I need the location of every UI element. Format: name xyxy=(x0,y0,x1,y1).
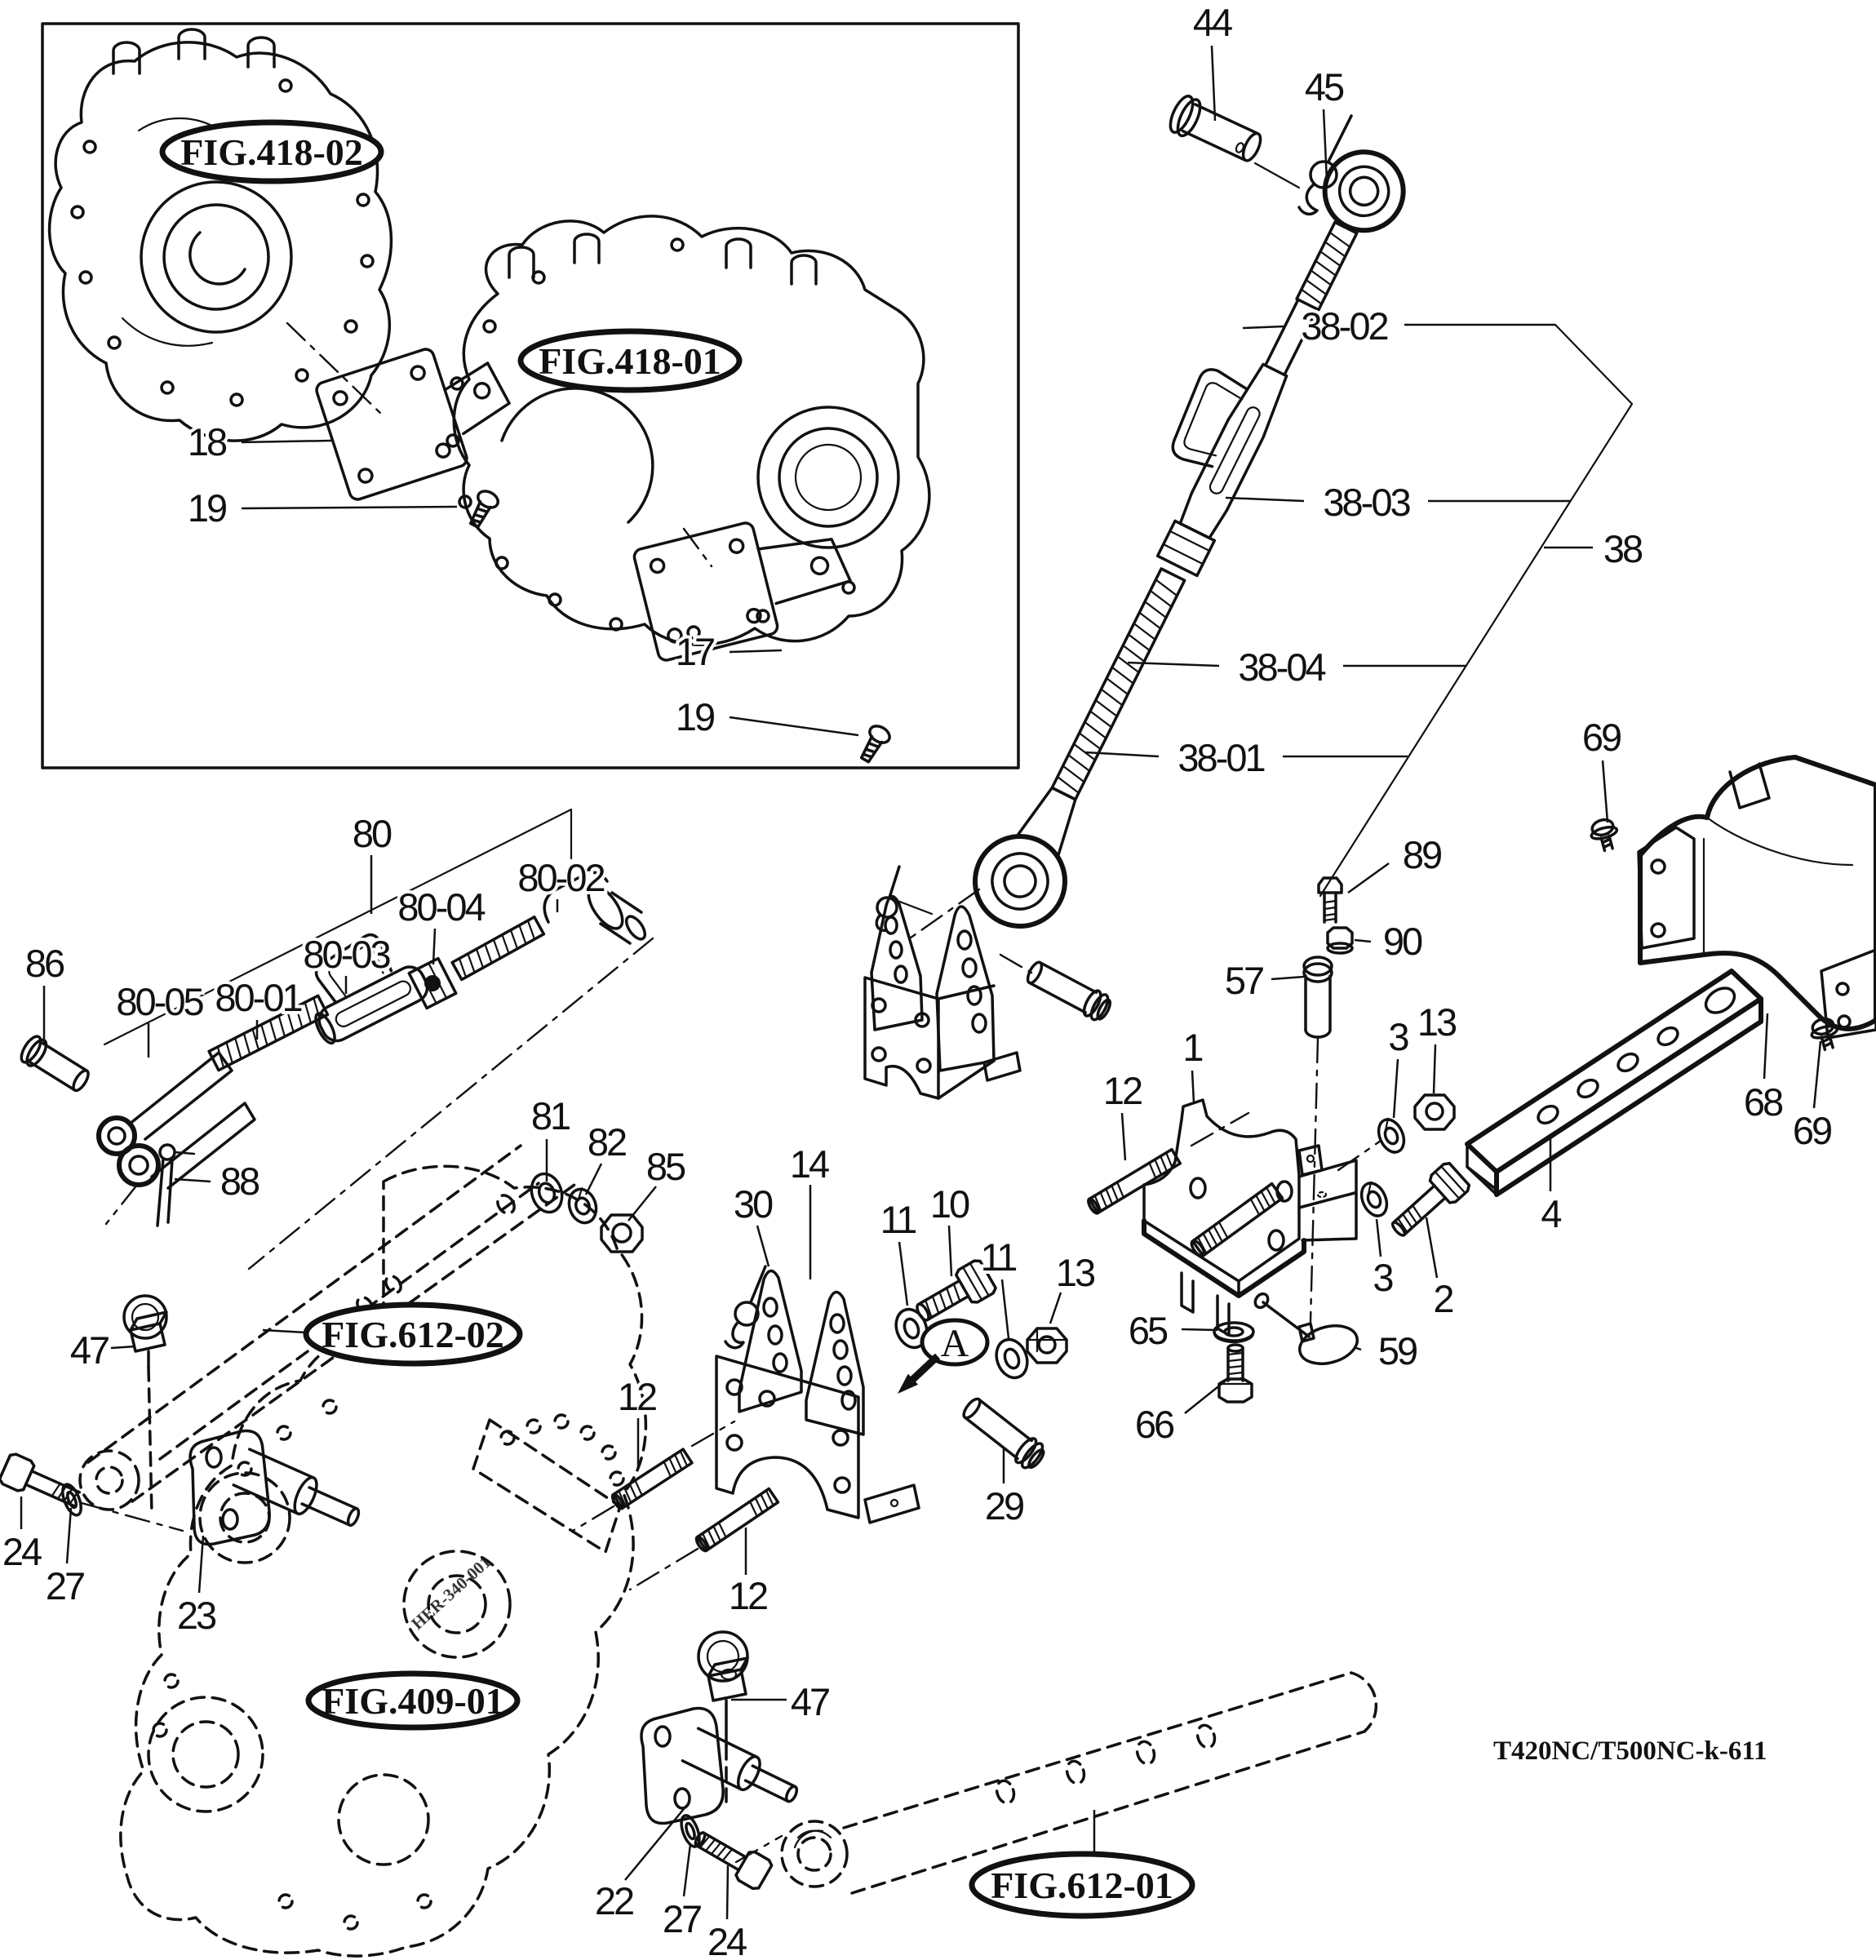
part-label-86-33 xyxy=(25,942,64,1044)
part-label-38-04-9 xyxy=(1128,645,1466,689)
fasteners-near-14 xyxy=(891,1258,1067,1473)
part-number: 27 xyxy=(662,1897,701,1940)
part-number: 2 xyxy=(1433,1277,1452,1320)
part-number: 12 xyxy=(728,1574,767,1617)
part-number: 80-05 xyxy=(116,980,202,1023)
leader-line xyxy=(899,1242,907,1306)
part-label-12-46 xyxy=(618,1375,656,1467)
washer-3b xyxy=(1357,1179,1392,1220)
leader-line xyxy=(1603,760,1608,823)
part-number: 80 xyxy=(352,812,391,855)
part-number: 4 xyxy=(1541,1192,1560,1235)
cover-plate-18 xyxy=(314,330,523,530)
leader-line xyxy=(111,1346,135,1348)
washer-3a xyxy=(1374,1115,1409,1156)
washer-65 xyxy=(1214,1323,1253,1342)
leader-line xyxy=(684,1844,690,1896)
part-number: 3 xyxy=(1388,1015,1408,1058)
part-label-10-41 xyxy=(930,1182,969,1276)
drawbar-4 xyxy=(1467,971,1761,1195)
part-label-30-38 xyxy=(734,1182,773,1266)
part-number: 38-04 xyxy=(1238,645,1324,689)
part-number: 57 xyxy=(1224,959,1263,1002)
leader-line xyxy=(175,1179,211,1182)
part-number: 89 xyxy=(1402,833,1441,876)
part-label-38-01-10 xyxy=(1085,736,1408,779)
nut-85 xyxy=(601,1215,642,1252)
part-number: 80-01 xyxy=(215,976,301,1019)
part-number: 27 xyxy=(45,1564,84,1607)
part-number: 19 xyxy=(187,486,226,530)
part-label-80-01-31 xyxy=(215,976,301,1040)
part-label-65-23 xyxy=(1129,1309,1217,1352)
part-label-24-54 xyxy=(707,1865,747,1960)
part-number: 59 xyxy=(1377,1329,1417,1372)
part-number: 17 xyxy=(675,630,714,673)
part-label-38-02-6 xyxy=(1243,304,1555,348)
part-number: 12 xyxy=(1102,1069,1142,1112)
part-number: 68 xyxy=(1743,1080,1782,1124)
leader-line xyxy=(1243,326,1284,328)
leader-line xyxy=(1050,1293,1061,1324)
part-label-69-26 xyxy=(1793,1041,1831,1152)
leader-line xyxy=(1377,1219,1381,1257)
top-link-bracket xyxy=(865,867,1114,1098)
part-number: 80-03 xyxy=(303,933,389,976)
leader-line xyxy=(1814,1041,1821,1108)
part-number: 45 xyxy=(1304,65,1343,109)
part-number: 3 xyxy=(1373,1256,1392,1299)
part-label-12-45 xyxy=(729,1528,767,1617)
casting-code: HER-340-001 xyxy=(407,1551,495,1634)
part-number: 38-02 xyxy=(1301,304,1387,348)
part-number: 24 xyxy=(707,1920,746,1960)
part-number: 30 xyxy=(733,1182,772,1226)
fig-418-01-label: FIG.418-01 xyxy=(539,340,721,382)
part-label-24-48 xyxy=(2,1497,42,1573)
leader-line xyxy=(1212,46,1215,121)
part-label-14-39 xyxy=(790,1142,829,1279)
washers-81-82-85 xyxy=(526,1170,642,1252)
part-label-19-3 xyxy=(676,695,858,738)
part-label-11-42 xyxy=(981,1235,1017,1338)
part-number: 13 xyxy=(1417,1000,1456,1044)
bolt-69a xyxy=(1588,817,1621,853)
part-number: 86 xyxy=(24,942,64,985)
part-number: 66 xyxy=(1134,1403,1173,1446)
part-number: 22 xyxy=(594,1879,633,1922)
part-label-47-47 xyxy=(70,1328,135,1372)
part-label-90-13 xyxy=(1355,920,1422,963)
part-number: 38-03 xyxy=(1323,481,1409,524)
fig-409-01 xyxy=(308,1674,517,1727)
leader-line xyxy=(1324,109,1327,181)
part-label-81-35 xyxy=(531,1094,570,1182)
axle-housing-fig418-01 xyxy=(447,216,929,645)
fig-409-01-label: FIG.409-01 xyxy=(322,1680,504,1722)
part-number: 65 xyxy=(1128,1309,1167,1352)
leader-line xyxy=(730,717,858,735)
fig-418-01 xyxy=(521,331,739,390)
part-number: 10 xyxy=(929,1182,969,1226)
part-label-38-03-7 xyxy=(1226,481,1570,524)
part-number: 88 xyxy=(220,1160,259,1203)
leader-line xyxy=(1394,1059,1398,1118)
washer-82 xyxy=(565,1186,600,1226)
fig-418-02-label: FIG.418-02 xyxy=(180,131,363,173)
part-number: 85 xyxy=(645,1145,685,1188)
leader-line xyxy=(242,441,331,442)
leader-line xyxy=(949,1226,951,1276)
part-number: 69 xyxy=(1792,1109,1831,1152)
part-number: 80-02 xyxy=(517,856,604,899)
leader-line xyxy=(1764,1013,1767,1079)
fig-612-01-label: FIG.612-01 xyxy=(991,1865,1173,1906)
leader-line xyxy=(727,1865,728,1919)
part-label-27-53 xyxy=(663,1844,701,1940)
pin-57 xyxy=(1304,957,1332,1037)
fig-418-02 xyxy=(162,122,381,181)
fig-612-02-leader xyxy=(263,1330,306,1333)
leader-line xyxy=(67,1508,71,1563)
clevis-pin-44 xyxy=(1166,93,1266,167)
part-number: 1 xyxy=(1182,1026,1202,1069)
part-number: 47 xyxy=(69,1328,109,1372)
bolt-89 xyxy=(1319,878,1342,922)
part-label-27-49 xyxy=(46,1508,84,1607)
leader-line xyxy=(628,1186,656,1221)
leader-line xyxy=(586,1164,601,1195)
leader-line xyxy=(1434,1044,1435,1093)
part-number: 38 xyxy=(1603,527,1642,570)
clevis-pin-86 xyxy=(18,1033,93,1095)
hinge-pin xyxy=(1024,958,1114,1023)
part-number: 29 xyxy=(984,1484,1023,1528)
part-label-3-17 xyxy=(1388,1015,1408,1118)
part-label-23-50 xyxy=(177,1536,216,1637)
stay-22-group xyxy=(641,1632,803,1891)
axle-housing-fig418-02 xyxy=(50,29,392,441)
part-label-88-34 xyxy=(175,1160,259,1203)
part-label-1-15 xyxy=(1182,1026,1202,1103)
bolt-24b xyxy=(690,1824,774,1891)
leader-line xyxy=(1355,940,1371,942)
part-number: 47 xyxy=(790,1680,829,1723)
part-label-66-24 xyxy=(1135,1381,1226,1446)
part-label-11-40 xyxy=(880,1198,916,1306)
part-label-2-20 xyxy=(1426,1217,1452,1320)
screw-19a xyxy=(465,488,501,530)
part-label-80-27 xyxy=(353,812,392,914)
part-number: 13 xyxy=(1055,1251,1094,1294)
nut-13b xyxy=(1027,1328,1067,1363)
part-label-80-05-32 xyxy=(116,980,203,1058)
part-label-13-43 xyxy=(1050,1251,1095,1324)
leader-line xyxy=(1348,863,1389,893)
part-number: 23 xyxy=(176,1594,215,1637)
part-number: 38-01 xyxy=(1177,736,1264,779)
leader-line xyxy=(1182,1329,1217,1330)
part-label-3-21 xyxy=(1373,1219,1393,1299)
r-clip-30 xyxy=(725,1266,765,1348)
part-number: 69 xyxy=(1581,716,1621,759)
leader-line xyxy=(1002,1279,1009,1338)
screw-19b xyxy=(856,723,893,765)
nut-90 xyxy=(1328,928,1352,953)
part-label-85-37 xyxy=(628,1145,685,1221)
leader-line xyxy=(1426,1217,1437,1278)
leader-line xyxy=(242,507,457,508)
leader-line xyxy=(730,650,782,652)
leader-line xyxy=(757,1226,769,1266)
sheet-code: T420NC/T500NC-k-611 xyxy=(1493,1736,1767,1766)
part-number: 24 xyxy=(2,1530,41,1573)
leader-line xyxy=(1226,498,1304,501)
part-label-89-12 xyxy=(1348,833,1441,893)
part-number: 90 xyxy=(1382,920,1421,963)
part-label-38-8 xyxy=(1544,527,1643,570)
bracket-1 xyxy=(1144,878,1471,1402)
part-label-47-51 xyxy=(731,1680,829,1723)
leader-line xyxy=(199,1536,203,1593)
part-label-82-36 xyxy=(586,1120,626,1195)
leader-line xyxy=(1356,1348,1361,1350)
bracket-14 xyxy=(716,1266,919,1523)
part-number: 11 xyxy=(980,1235,1016,1279)
part-number: 44 xyxy=(1192,1,1231,44)
leader-line xyxy=(1192,1071,1194,1103)
fig-612-02-label: FIG.612-02 xyxy=(322,1314,504,1355)
part-label-57-14 xyxy=(1225,959,1304,1002)
part-number: 19 xyxy=(675,695,714,738)
part-label-59-22 xyxy=(1356,1329,1417,1372)
bolt-66 xyxy=(1219,1345,1252,1402)
part-label-69-11 xyxy=(1582,716,1621,823)
bolt-2 xyxy=(1384,1161,1471,1244)
part-number: 12 xyxy=(617,1375,656,1418)
nut-13a xyxy=(1415,1095,1454,1129)
part-label-80-03-30 xyxy=(303,933,390,994)
gearbox-fig409-01 xyxy=(121,1166,646,1956)
fig-612-01 xyxy=(972,1810,1192,1916)
leader-line xyxy=(625,1805,687,1880)
detail-marker-A xyxy=(898,1320,987,1394)
guard-68 xyxy=(1588,757,1876,1052)
part-label-13-18 xyxy=(1417,1000,1457,1093)
lynch-pin-59 xyxy=(1253,1292,1361,1370)
part-labels-layer xyxy=(2,1,1831,1960)
leader-line xyxy=(1271,977,1304,979)
part-number: 81 xyxy=(530,1094,570,1137)
part-number: 80-04 xyxy=(397,885,484,929)
part-number: 82 xyxy=(587,1120,626,1164)
part-number: 14 xyxy=(789,1142,828,1186)
part-label-4-19 xyxy=(1541,1136,1561,1235)
part-label-19-1 xyxy=(188,486,457,530)
detail-marker-label: A xyxy=(940,1322,969,1365)
part-label-12-16 xyxy=(1103,1069,1142,1160)
part-number: 18 xyxy=(187,420,226,463)
part-number: 11 xyxy=(880,1198,916,1241)
group-bracket-38 xyxy=(1320,325,1632,896)
leader-line xyxy=(1122,1113,1125,1160)
